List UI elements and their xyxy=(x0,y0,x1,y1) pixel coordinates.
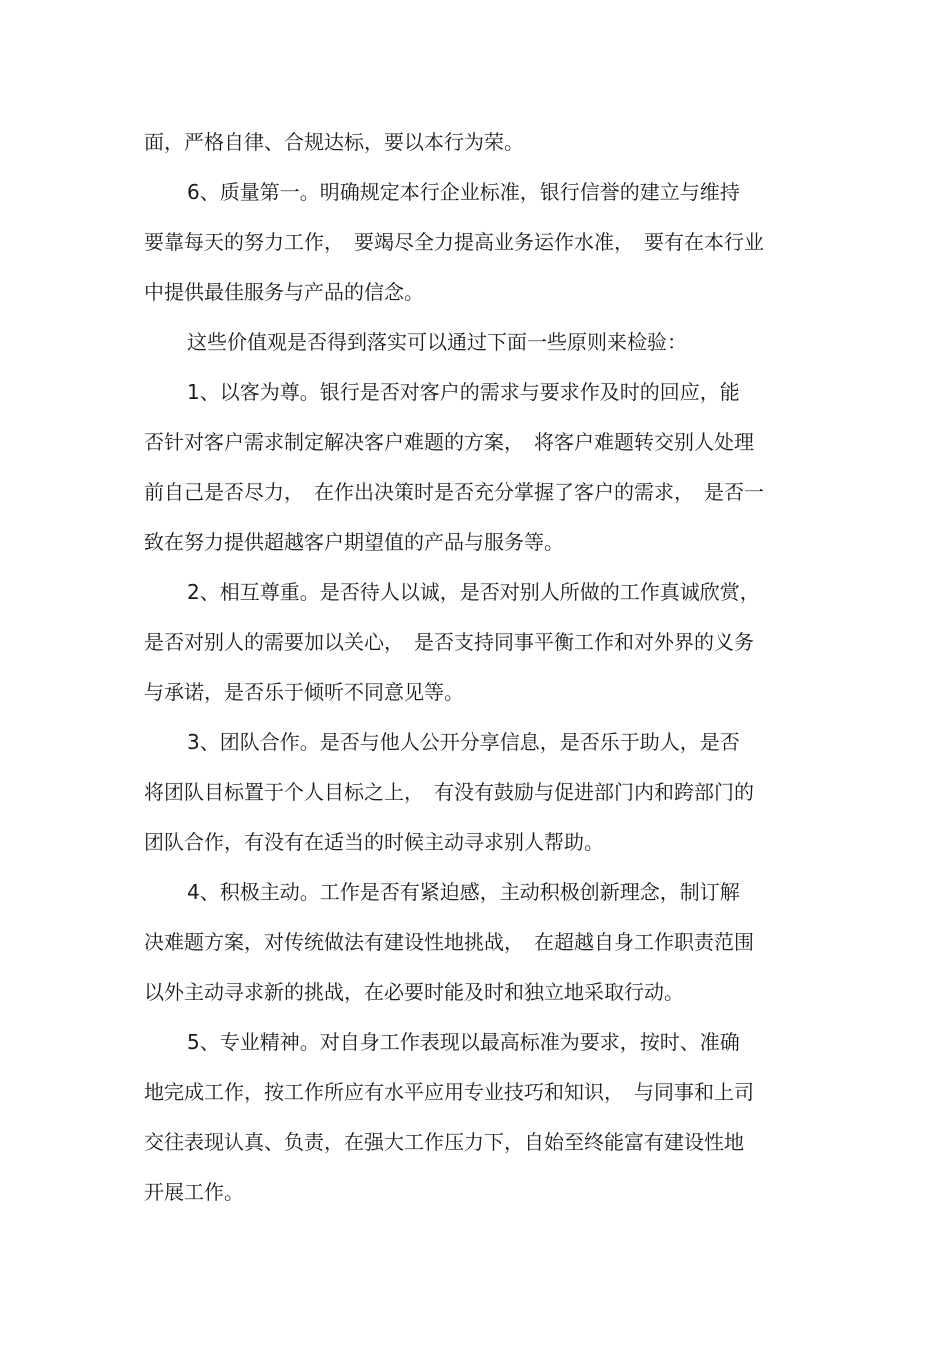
text-line: 前自己是否尽力， 在作出决策时是否充分掌握了客户的需求， 是否一 xyxy=(144,480,764,504)
text-line: 是否对别人的需要加以关心， 是否支持同事平衡工作和对外界的义务 xyxy=(144,630,754,654)
text-line: 面，严格自律、合规达标，要以本行为荣。 xyxy=(144,130,524,154)
text-line: 决难题方案，对传统做法有建设性地挑战， 在超越自身工作职责范围 xyxy=(144,930,754,954)
text-line: 交往表现认真、负责，在强大工作压力下，自始至终能富有建设性地 xyxy=(144,1130,744,1154)
paragraph-first-line: 3、团队合作。是否与他人公开分享信息，是否乐于助人，是否 xyxy=(187,730,740,754)
text-line: 否针对客户需求制定解决客户难题的方案， 将客户难题转交别人处理 xyxy=(144,430,754,454)
text-line: 要靠每天的努力工作， 要竭尽全力提高业务运作水准， 要有在本行业 xyxy=(144,230,764,254)
paragraph-first-line: 这些价值观是否得到落实可以通过下面一些原则来检验： xyxy=(187,330,687,354)
paragraph-first-line: 6、质量第一。明确规定本行企业标准，银行信誉的建立与维持 xyxy=(187,180,740,204)
text-line: 地完成工作，按工作所应有水平应用专业技巧和知识， 与同事和上司 xyxy=(144,1080,754,1104)
text-line: 开展工作。 xyxy=(144,1180,244,1204)
paragraph-first-line: 5、专业精神。对自身工作表现以最高标准为要求，按时、准确 xyxy=(187,1030,740,1054)
text-line: 与承诺，是否乐于倾听不同意见等。 xyxy=(144,680,464,704)
text-line: 将团队目标置于个人目标之上， 有没有鼓励与促进部门内和跨部门的 xyxy=(144,780,754,804)
text-line: 以外主动寻求新的挑战，在必要时能及时和独立地采取行动。 xyxy=(144,980,684,1004)
paragraph-first-line: 1、以客为尊。银行是否对客户的需求与要求作及时的回应，能 xyxy=(187,380,740,404)
paragraph-first-line: 4、积极主动。工作是否有紧迫感，主动积极创新理念，制订解 xyxy=(187,880,740,904)
text-line: 致在努力提供超越客户期望值的产品与服务等。 xyxy=(144,530,564,554)
text-line: 中提供最佳服务与产品的信念。 xyxy=(144,280,424,304)
paragraph-first-line: 2、相互尊重。是否待人以诚，是否对别人所做的工作真诚欣赏， xyxy=(187,580,760,604)
text-line: 团队合作，有没有在适当的时候主动寻求别人帮助。 xyxy=(144,830,604,854)
